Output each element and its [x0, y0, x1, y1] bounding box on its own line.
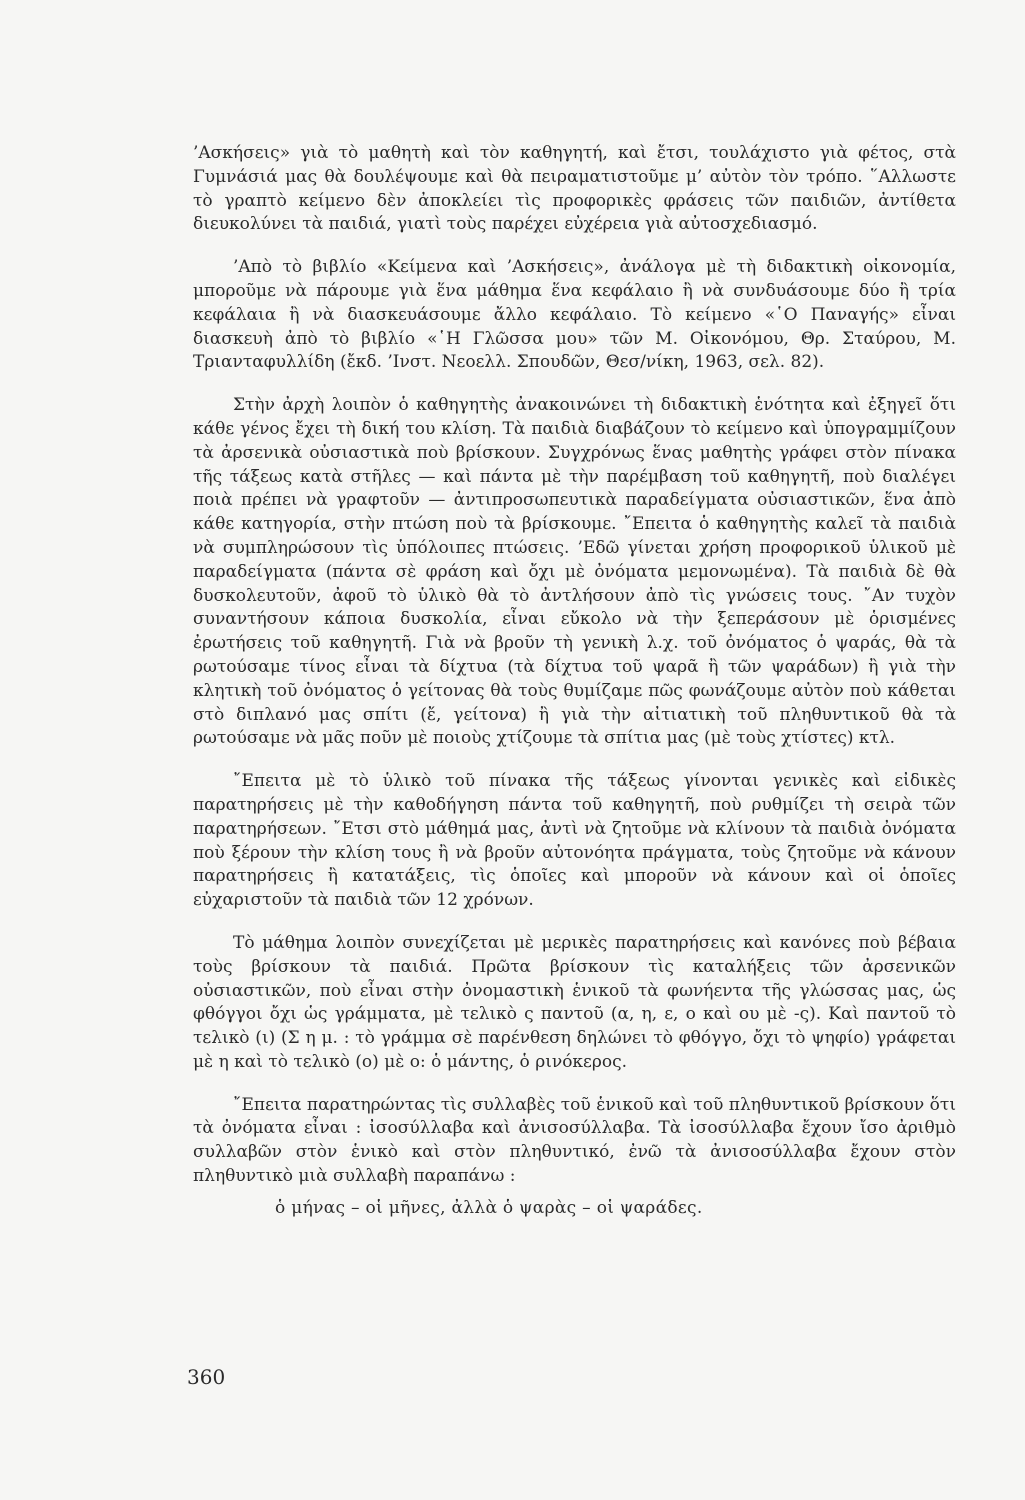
- paragraph-5: Τὸ μάθημα λοιπὸν συνεχίζεται μὲ μερικὲς παρατηρήσεις καὶ κανόνες ποὺ βέβαια τοὺς βρίσκουν τὰ παιδιά. Πρῶτα βρίσκουν τὶς καταλήξεις τῶν ἀρσενικῶν οὐσιαστικῶν, ποὺ εἶναι στὴν ὀνομαστικὴ ἑνικοῦ τὰ φωνήεντα τῆς γλώσσας μας, ὡς φθόγγοι ὄχι ὡς γράμματα, μὲ τελικὸ ς παντοῦ (α, η, ε, ο καὶ ου μὲ -ς). Καὶ παντοῦ τὸ τελικὸ (ι) (Σ η μ. : τὸ γράμμα σὲ παρένθεση δηλώνει τὸ φθόγγο, ὄχι τὸ ψηφίο) γράφεται μὲ η καὶ τὸ τελικὸ (ο) μὲ ο: ὁ μάντης, ὁ ρινόκερος.: [193, 932, 956, 1072]
- page-number: 360: [187, 1365, 226, 1389]
- example-line: ὁ μήνας – οἱ μῆνες, ἀλλὰ ὁ ψαρὰς – οἱ ψαράδες.: [275, 1197, 703, 1218]
- body-text: [193, 142, 956, 1221]
- paragraph-2: ’Απὸ τὸ βιβλίο «Κείμενα καὶ ’Ασκήσεις», ἀνάλογα μὲ τὴ διδακτικὴ οἰκονομία, μποροῦμε νὰ πάρουμε γιὰ ἕνα μάθημα ἕνα κεφάλαιο ἢ νὰ συνδυάσουμε δύο ἢ τρία κεφάλαια ἢ νὰ διασκευάσουμε ἄλλο κεφάλαιο. Τὸ κείμενο «῾Ο Παναγής» εἶναι διασκευὴ ἀπὸ τὸ βιβλίο «῾Η Γλῶσσα μου» τῶν Μ. Οἰκονόμου, Θρ. Σταύρου, Μ. Τριανταφυλλίδη (ἔκδ. ’Ινστ. Νεοελλ. Σπουδῶν, Θεσ/νίκη, 1963, σελ. 82).: [193, 257, 956, 373]
- paragraph-4: ῎Επειτα μὲ τὸ ὑλικὸ τοῦ πίνακα τῆς τάξεως γίνονται γενικὲς καὶ εἰδικὲς παρατηρήσεις μὲ τὴν καθοδήγηση πάντα τοῦ καθηγητῆ, ποὺ ρυθμίζει τὴ σειρὰ τῶν παρατηρήσεων. ῎Ετσι στὸ μάθημά μας, ἀντὶ νὰ ζητοῦμε νὰ κλίνουν τὰ παιδιὰ ὀνόματα ποὺ ξέρουν τὴν κλίση τους ἢ νὰ βροῦν αὐτονόητα πράγματα, τοὺς ζητοῦμε νὰ κάνουν παρατηρήσεις ἢ κατατάξεις, τὶς ὁποῖες καὶ μποροῦν νὰ κάνουν καὶ οἱ ὁποῖες εὐχαριστοῦν τὰ παιδιὰ τῶν 12 χρόνων.: [193, 771, 956, 911]
- paragraph-6: ῎Επειτα παρατηρώντας τὶς συλλαβὲς τοῦ ἑνικοῦ καὶ τοῦ πληθυντικοῦ βρίσκουν ὅτι τὰ ὀνόματα εἶναι : ἰσοσύλλαβα καὶ ἀνισοσύλλαβα. Τὰ ἰσοσύλλαβα ἔχουν ἴσο ἀριθμὸ συλλαβῶν στὸν ἑνικὸ καὶ στὸν πληθυντικό, ἐνῶ τὰ ἀνισοσύλλαβα ἔχουν στὸν πληθυντικὸ μιὰ συλλαβὴ παραπάνω :: [193, 1094, 956, 1187]
- paragraph-3: Στὴν ἀρχὴ λοιπὸν ὁ καθηγητὴς ἀνακοινώνει τὴ διδακτικὴ ἑνότητα καὶ ἐξηγεῖ ὅτι κάθε γένος ἔχει τὴ δική του κλίση. Τὰ παιδιὰ διαβάζουν τὸ κείμενο καὶ ὑπογραμμίζουν τὰ ἀρσενικὰ οὐσιαστικὰ ποὺ βρίσκουν. Συγχρόνως ἕνας μαθητὴς γράφει στὸν πίνακα τῆς τάξεως κατὰ στῆλες — καὶ πάντα μὲ τὴν παρέμβαση τοῦ καθηγητῆ, ποὺ διαλέγει ποιὰ πρέπει νὰ γραφτοῦν — ἀντιπροσωπευτικὰ παραδείγματα οὐσιαστικῶν, ἕνα ἀπὸ κάθε κατηγορία, στὴν πτώση ποὺ τὰ βρίσκουμε. ῎Επειτα ὁ καθηγητὴς καλεῖ τὰ παιδιὰ νὰ συμπληρώσουν τὶς ὑπόλοιπες πτώσεις. ’Εδῶ γίνεται χρήση προφορικοῦ ὑλικοῦ μὲ παραδείγματα (πάντα σὲ φράση καὶ ὄχι μὲ ὀνόματα μεμονωμένα). Τὰ παιδιὰ δὲ θὰ δυσκολευτοῦν, ἀφοῦ τὸ ὑλικὸ θὰ τὸ ἀντλήσουν ἀπὸ τὶς γνώσεις τους. ῎Αν τυχὸν συναντήσουν κάποια δυσκολία, εἶναι εὔκολο νὰ τὴν ξεπεράσουν μὲ ὁρισμένες ἐρωτήσεις τοῦ καθηγητῆ. Γιὰ νὰ βροῦν τὴ γενικὴ λ.χ. τοῦ ὀνόματος ὁ ψαράς, θὰ τὰ ρωτούσαμε τίνος εἶναι τὰ δίχτυα (τὰ δίχτυα τοῦ ψαρᾶ ἢ τῶν ψαράδων) ἢ γιὰ τὴν κλητικὴ τοῦ ὀνόματος ὁ γείτονας θὰ τοὺς θυμίζαμε πῶς φωνάζουμε αὐτὸν ποὺ κάθεται στὸ διπλανό μας σπίτι (ἔ, γείτονα) ἢ γιὰ τὴν αἰτιατικὴ τοῦ πληθυντικοῦ θὰ τὰ ρωτούσαμε νὰ μᾶς ποῦν μὲ ποιοὺς χτίζουμε τὰ σπίτια μας (μὲ τοὺς χτίστες) κτλ.: [193, 395, 956, 749]
- paragraph-1: ’Ασκήσεις» γιὰ τὸ μαθητὴ καὶ τὸν καθηγητή, καὶ ἔτσι, τουλάχιστο γιὰ φέτος, στὰ Γυμνάσιά μας θὰ δουλέψουμε καὶ θὰ πειραματιστοῦμε μ’ αὐτὸν τὸν τρόπο. ῞Αλλωστε τὸ γραπτὸ κείμενο δὲν ἀποκλείει τὶς προφορικὲς φράσεις τῶν παιδιῶν, ἀντίθετα διευκολύνει τὰ παιδιά, γιατὶ τοὺς παρέχει εὐχέρεια γιὰ αὐτοσχεδιασμό.: [193, 143, 956, 235]
